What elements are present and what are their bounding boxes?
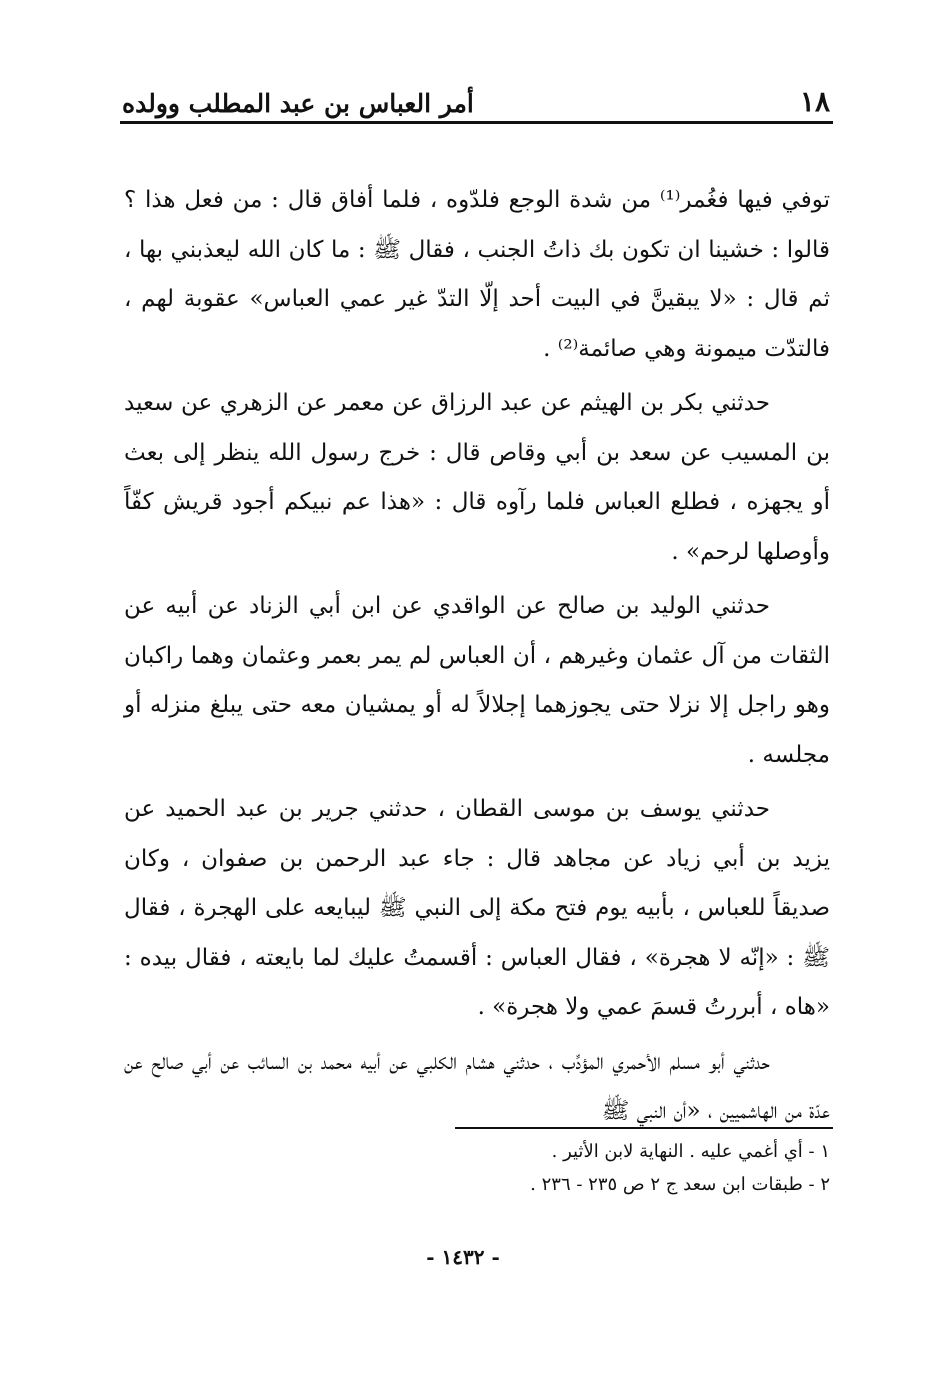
header-rule — [120, 121, 833, 124]
footnote-rule — [455, 1127, 833, 1129]
running-header — [122, 66, 830, 118]
paragraph: حدثني الوليد بن صالح عن الواقدي عن ابن أبي الزناد عن أبيه عن الثقات من آل عثمان وغيرهم ، أن العباس لم يمر بعمر وعثمان وهما راكبان وهو راجل إلا نزلا حتى يجوزهما إجلالاً له أو يمشيان معه حتى يبلغ منزله أو مجلسه . — [124, 593, 830, 768]
paragraph: حدثني أبو مسلم الأحمري المؤدِّب ، حدثني هشام الكلبي عن أبيه محمد بن السائب عن أبي صالح عن عدّة من الهاشميين ، «أن النبي ﷺ — [124, 1048, 830, 1124]
paragraph: حدثني بكر بن الهيثم عن عبد الرزاق عن معمر عن الزهري عن سعيد بن المسيب عن سعد بن أبي وقاص قال : خرج رسول الله ينظر إلى بعث أو يجهزه ، فطلع العباس فلما رآوه قال : «هذا عم نبيكم أجود قريش كفّاً وأوصلها لرحم» . — [124, 390, 830, 565]
main-text — [124, 176, 830, 1137]
header-title: أمر العباس بن عبد المطلب وولده — [122, 89, 474, 118]
header-page-number: ١٨ — [799, 85, 830, 118]
page-footer-number: - ١٤٣٢ - — [426, 1245, 500, 1269]
footnotes — [124, 1135, 830, 1201]
footnote: ٢ - طبقات ابن سعد ج ٢ ص ٢٣٥ - ٢٣٦ . — [530, 1174, 830, 1195]
paragraph: حدثني يوسف بن موسى القطان ، حدثني جرير بن عبد الحميد عن يزيد بن أبي زياد عن مجاهد قال : جاء عبد الرحمن بن صفوان ، وكان صديقاً للعباس ، بأبيه يوم فتح مكة إلى النبي ﷺ ليبايعه على الهجرة ، فقال ﷺ : «إنّه لا هجرة» ، فقال العباس : أقسمتُ عليك لما بايعته ، فقال بيده : «هاه ، أبررتُ قسمَ عمي ولا هجرة» . — [124, 796, 830, 1020]
footnote: ١ - أي أغمي عليه . النهاية لابن الأثير . — [551, 1141, 830, 1162]
paragraph: توفي فيها فغُمر⁽¹⁾ من شدة الوجع فلدّوه ، فلما أفاق قال : من فعل هذا ؟ قالوا : خشينا ان تكون بك ذاتُ الجنب ، فقال ﷺ : ما كان الله ليعذبني بها ، ثم قال : «لا يبقينَّ في البيت أحد إلّا التدّ غير عمي العباس» عقوبة لهم ، فالتدّت ميمونة وهي صائمة⁽²⁾ . — [124, 187, 831, 362]
